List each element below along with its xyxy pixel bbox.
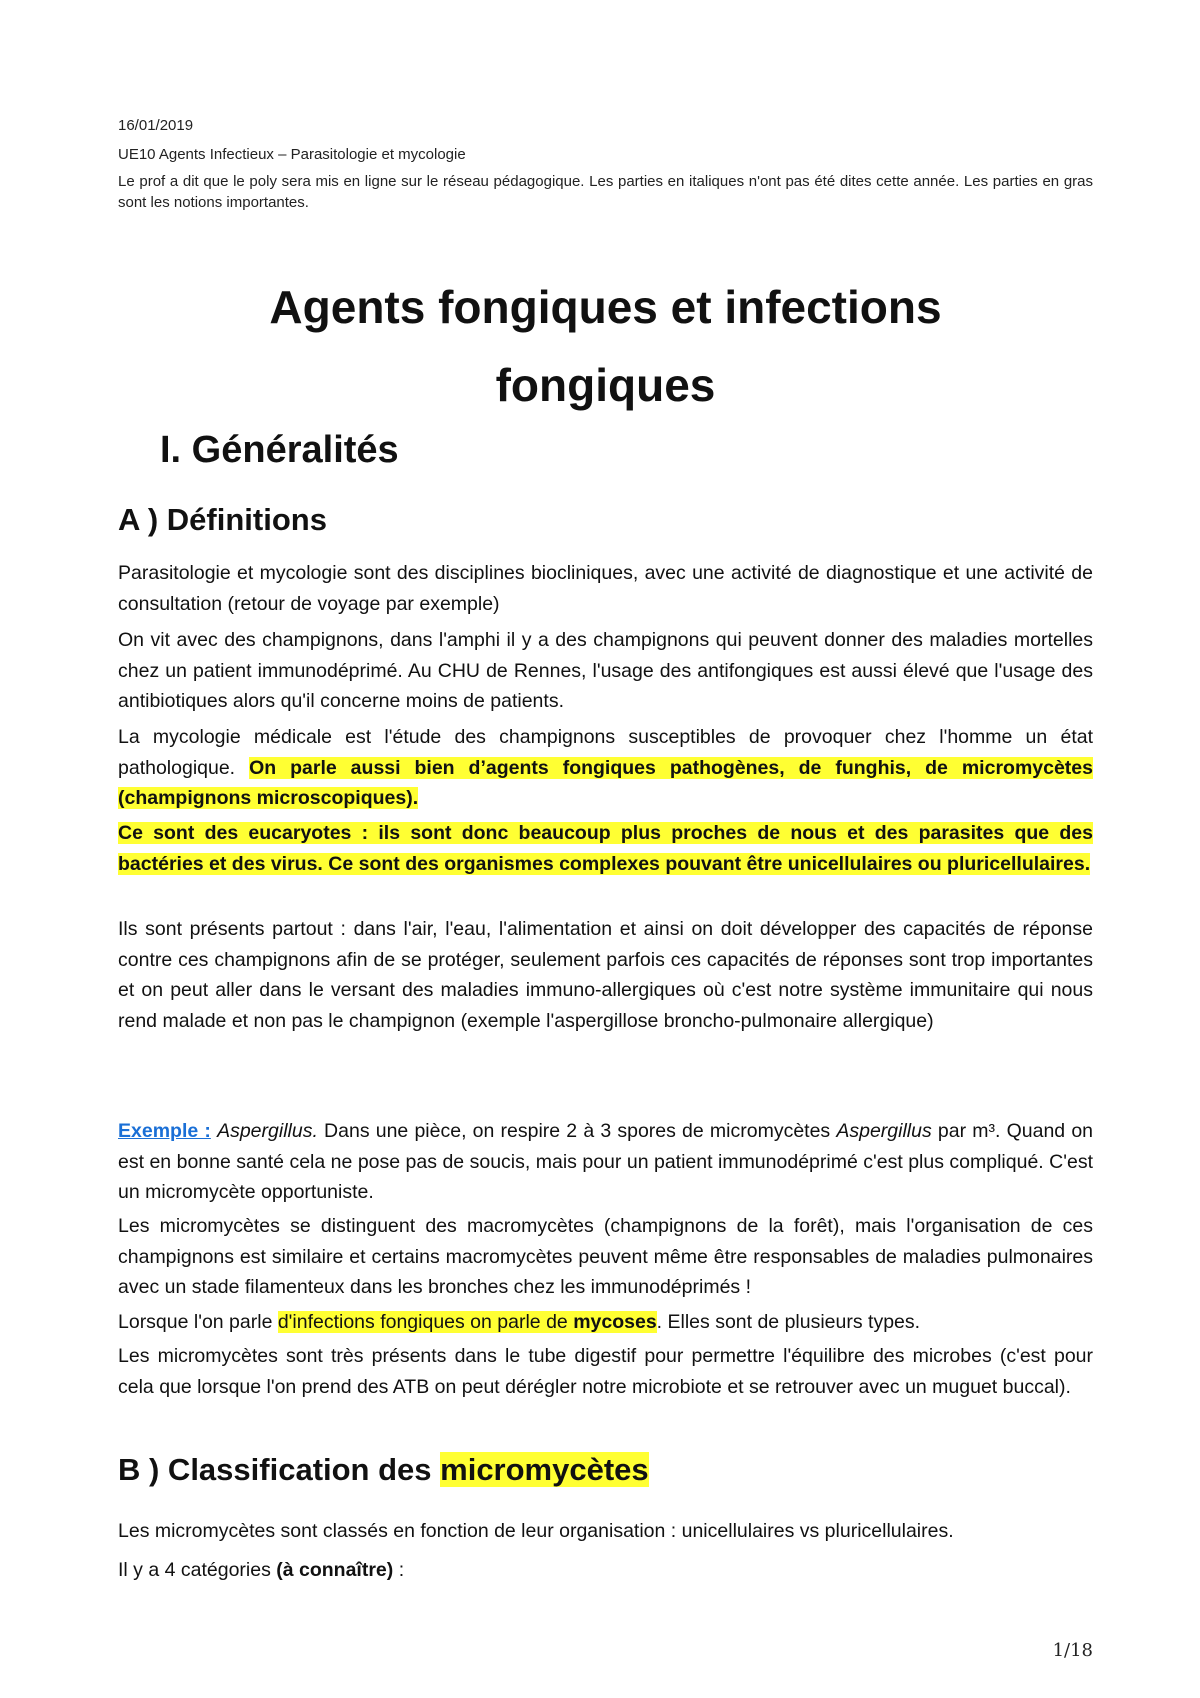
exemple-link[interactable]: Exemple : — [118, 1120, 211, 1142]
note-line: Le prof a dit que le poly sera mis en ligne sur le réseau pédagogique. Les parties en italiques n'ont pas été dites cette année. Les parties en gras sont les notions importantes. — [118, 173, 1093, 211]
paragraph-quatre-categories — [118, 1555, 1093, 1586]
paragraph-disciplines: Parasitologie et mycologie sont des disciplines biocliniques, avec une activité de diagnostique et une activité de consultation (retour de voyage par exemple) — [118, 562, 1093, 615]
highlight-eucaryotes: Ce sont des eucaryotes : ils sont donc beaucoup plus proches de nous et des parasites que des bactéries et des virus. Ce sont des organismes complexes pouvant être unicellulaires ou pluricellulaires. — [118, 822, 1093, 875]
paragraph-classes-organisation: Les micromycètes sont classés en fonction de leur organisation : unicellulaires vs pluricellulaires. — [118, 1520, 954, 1542]
heading-classification-text: B ) Classification des — [118, 1452, 441, 1487]
text-mycologie-definition: La mycologie médicale est l'étude des champignons susceptibles de provoquer chez l'homme un état pathologique. — [118, 726, 1093, 779]
paragraph-mycoses — [118, 1307, 1093, 1338]
subsection-heading-definitions: A ) Définitions — [118, 502, 327, 537]
subsection-heading-classification — [118, 1450, 649, 1490]
highlight-agents-fongiques: On parle aussi bien d’agents fongiques pathogènes, de funghis, de micromycètes (champignons microscopiques). — [118, 756, 1093, 809]
paragraph-tube-digestif: Les micromycètes sont très présents dans le tube digestif pour permettre l'équilibre des microbes (c'est pour cela que lorsque l'on prend des ATB on peut dérégler notre microbiote et se retrouver avec un muguet buccal). — [118, 1345, 1093, 1398]
exemple-text-2: par m³. Quand on est en bonne santé cela ne pose pas de soucis, mais pour un patient immunodéprimé c'est plus compliqué. C'est un micromycète opportuniste. — [118, 1120, 1094, 1203]
text-lorsque: Lorsque l'on parle — [118, 1311, 278, 1333]
course-line: UE10 Agents Infectieux – Parasitologie et mycologie — [118, 146, 466, 163]
species-aspergillus-2: Aspergillus — [836, 1120, 932, 1142]
paragraph-macromycetes: Les micromycètes se distinguent des macromycètes (champignons de la forêt), mais l'organisation de ces champignons est similaire et certains macromycètes peuvent même être responsables de maladies pulmonaires avec un stade filamenteux dans les bronches chez les immunodéprimés ! — [118, 1215, 1093, 1298]
paragraph-champignons-amphi: On vit avec des champignons, dans l'amphi il y a des champignons qui peuvent donner des maladies mortelles chez un patient immunodéprimé. Au CHU de Rennes, l'usage des antifongiques est aussi élevé que l'usage des antibiotiques alors qu'il concerne moins de patients. — [118, 629, 1093, 712]
text-plusieurs-types: . Elles sont de plusieurs types. — [656, 1311, 921, 1333]
title-line-1: Agents fongiques et infections — [269, 281, 942, 333]
paragraph-exemple-aspergillus — [118, 1116, 1093, 1208]
text-colon: : — [393, 1559, 405, 1581]
species-aspergillus-1: Aspergillus. — [217, 1120, 318, 1142]
text-quatre-categories: Il y a 4 catégories — [118, 1559, 277, 1581]
document-title — [118, 268, 1093, 424]
highlight-mycoses: mycoses — [573, 1311, 657, 1333]
paragraph-presents-partout: Ils sont présents partout : dans l'air, l'eau, l'alimentation et ainsi on doit développer des capacités de réponse contre ces champignons afin de se protéger, seulement parfois ces capacités de réponses sont trop importantes et on peut aller dans le versant des maladies immuno-allergiques où c'est notre système immunitaire qui nous rend malade et non pas le champignon (exemple l'aspergillose broncho-pulmonaire allergique) — [118, 918, 1093, 1032]
date-line: 16/01/2019 — [118, 117, 194, 134]
page-number: 1/18 — [1052, 1640, 1093, 1661]
highlight-infections-fongiques: d'infections fongiques on parle de — [277, 1311, 574, 1333]
text-a-connaitre: (à connaître) — [276, 1559, 394, 1581]
paragraph-mycologie-medicale — [118, 722, 1093, 814]
paragraph-eucaryotes — [118, 818, 1093, 879]
exemple-text-1: Dans une pièce, on respire 2 à 3 spores de micromycètes — [317, 1120, 837, 1142]
highlight-micromycetes-heading: micromycètes — [440, 1452, 649, 1487]
title-line-2: fongiques — [495, 359, 716, 411]
section-heading-generalites: I. Généralités — [160, 429, 399, 471]
